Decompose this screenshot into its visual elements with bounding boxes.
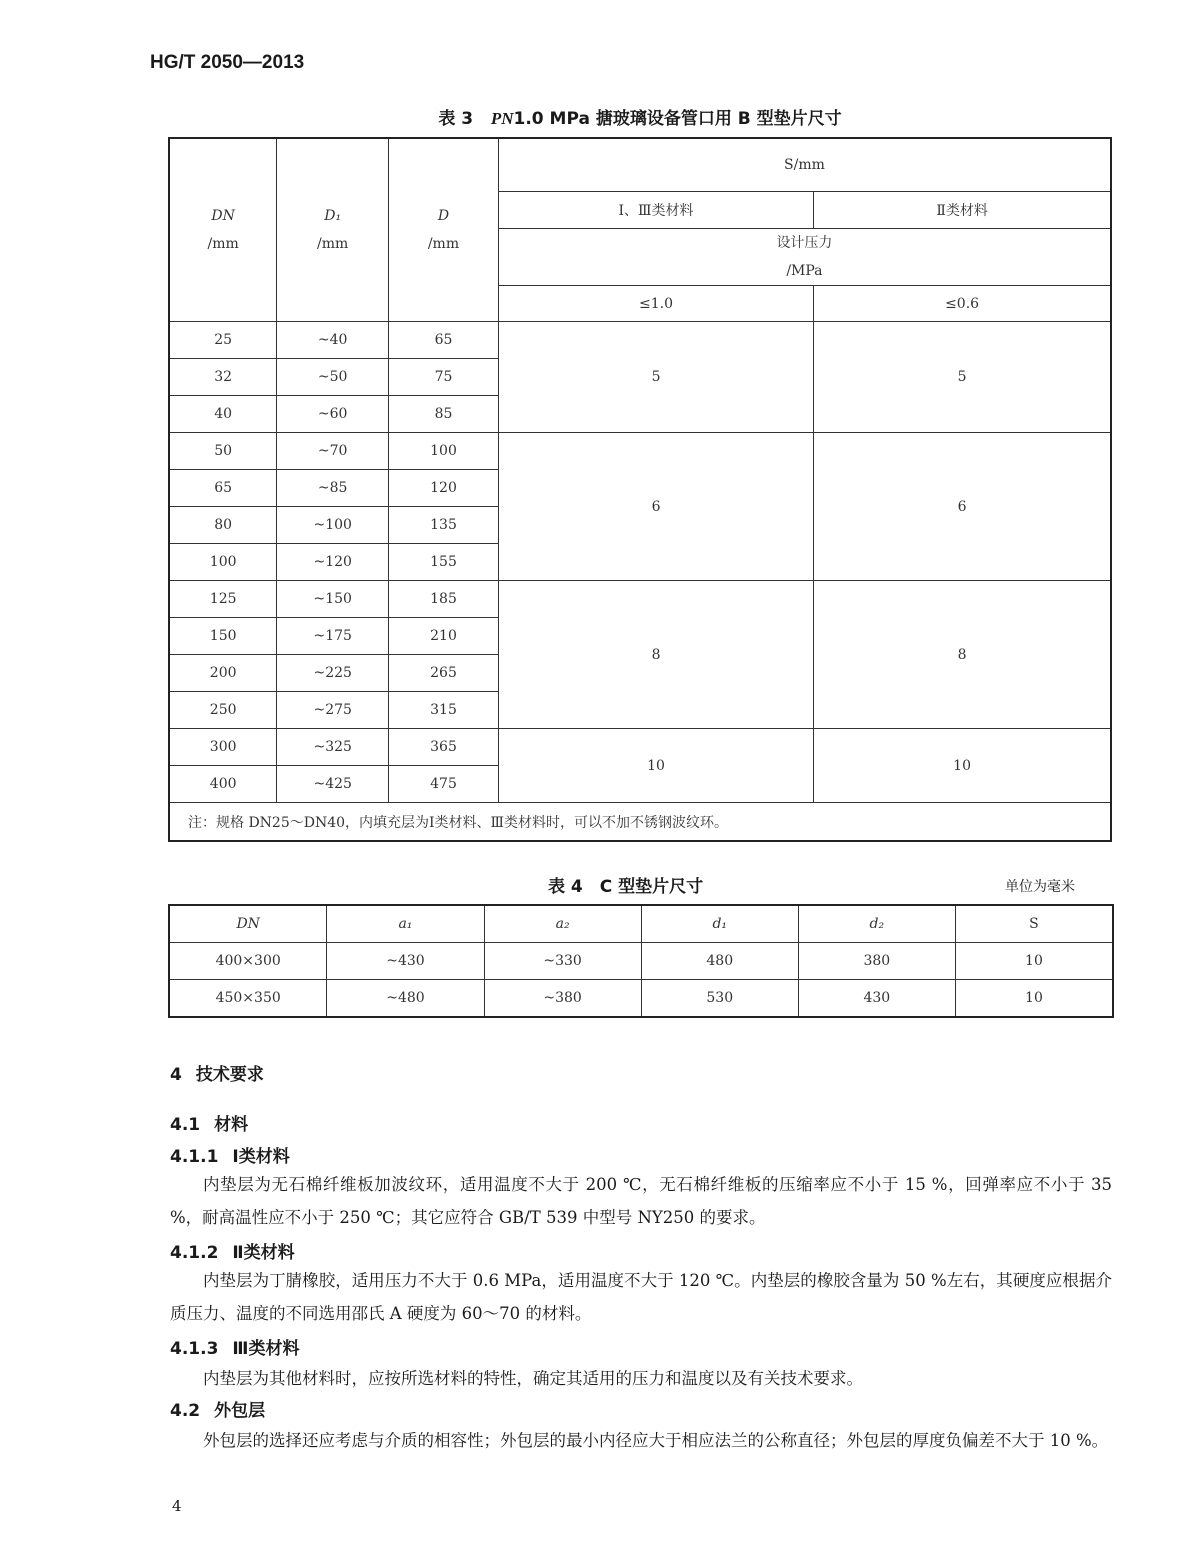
cell-d1: ~40 (277, 322, 389, 359)
cell-d1: ~325 (277, 729, 389, 766)
section-4-2-text: 外包层的选择还应考虑与介质的相容性；外包层的最小内径应大于相应法兰的公称直径；外包层的厚度负偏差不大于 10 %。 (203, 1431, 1109, 1450)
header-dn: DN /mm (169, 138, 277, 322)
cell-s-2: 5 (814, 322, 1111, 433)
cell-s-1-3: 6 (498, 433, 813, 581)
header-material-2: Ⅱ类材料 (814, 192, 1111, 229)
table4-cell: ~330 (484, 943, 641, 980)
table4-row (169, 980, 1113, 1018)
table4-cell: 530 (641, 980, 798, 1018)
standard-code: HG/T 2050—2013 (150, 52, 305, 73)
cell-dn: 50 (169, 433, 277, 470)
page-number: 4 (172, 1497, 182, 1515)
section-4-1-1-heading: 4.1.1 Ⅰ类材料 (170, 1147, 290, 1167)
table4-header-cell: S (955, 905, 1113, 943)
section-4-1-2-text: 内垫层为丁腈橡胶，适用压力不大于 0.6 MPa，适用温度不大于 120 ℃。内垫层的橡胶含量为 50 %左右，其硬度应根据介质压力、温度的不同选用邵氏 A 硬度为 60～70 的材料。 (170, 1271, 1112, 1323)
header-s: S/mm (498, 138, 1111, 192)
table4-title: 表 4 C 型垫片尺寸 (548, 877, 704, 897)
cell-d1: ~275 (277, 692, 389, 729)
cell-d: 75 (389, 359, 499, 396)
table4-header-cell: DN (169, 905, 327, 943)
table3-title (0, 104, 1200, 129)
cell-d: 475 (389, 766, 499, 803)
cell-dn: 150 (169, 618, 277, 655)
cell-d1: ~150 (277, 581, 389, 618)
cell-d: 100 (389, 433, 499, 470)
table4-cell: 450×350 (169, 980, 327, 1018)
table4-cell: ~380 (484, 980, 641, 1018)
cell-dn: 100 (169, 544, 277, 581)
header-design-pressure: 设计压力 /MPa (498, 229, 1111, 286)
table4-cell: 10 (955, 943, 1113, 980)
cell-d: 210 (389, 618, 499, 655)
cell-d: 315 (389, 692, 499, 729)
table4 (168, 904, 1114, 1018)
cell-s-1-3: 10 (498, 729, 813, 803)
cell-s-2: 8 (814, 581, 1111, 729)
table4-row (169, 943, 1113, 980)
table3-title-prefix: 表 3 (438, 109, 474, 129)
table4-cell: 380 (798, 943, 955, 980)
cell-d1: ~85 (277, 470, 389, 507)
cell-d: 155 (389, 544, 499, 581)
cell-d1: ~70 (277, 433, 389, 470)
table4-cell: 480 (641, 943, 798, 980)
table4-header-cell: d₁ (641, 905, 798, 943)
cell-d: 135 (389, 507, 499, 544)
table4-header-cell: d₂ (798, 905, 955, 943)
table3-note: 注：规格 DN25～DN40，内填充层为Ⅰ类材料、Ⅲ类材料时，可以不加不锈钢波纹环。 (169, 803, 1111, 842)
cell-dn: 25 (169, 322, 277, 359)
table3-row (169, 322, 1111, 359)
table4-header-cell: a₂ (484, 905, 641, 943)
cell-d1: ~100 (277, 507, 389, 544)
header-d1: D₁ /mm (277, 138, 389, 322)
cell-dn: 80 (169, 507, 277, 544)
table4-cell: ~430 (327, 943, 484, 980)
cell-d: 85 (389, 396, 499, 433)
cell-d: 185 (389, 581, 499, 618)
cell-d: 365 (389, 729, 499, 766)
table3-title-pn: PN (490, 109, 514, 128)
cell-dn: 40 (169, 396, 277, 433)
section-4-1-3-text: 内垫层为其他材料时，应按所选材料的特性，确定其适用的压力和温度以及有关技术要求。 (203, 1369, 863, 1388)
table3-row (169, 729, 1111, 766)
cell-d1: ~425 (277, 766, 389, 803)
table3-row (169, 433, 1111, 470)
section-4-heading: 4 技术要求 (170, 1065, 264, 1085)
cell-dn: 125 (169, 581, 277, 618)
header-pressure-1-3: ≤1.0 (498, 286, 813, 322)
cell-d1: ~175 (277, 618, 389, 655)
header-pressure-2: ≤0.6 (814, 286, 1111, 322)
cell-dn: 32 (169, 359, 277, 396)
section-4-1-1-text: 内垫层为无石棉纤维板加波纹环，适用温度不大于 200 ℃，无石棉纤维板的压缩率应不小于 15 %，回弹率应不小于 35 %，耐高温性应不小于 250 ℃；其它应符合 GB/T 539 中型号 NY250 的要求。 (170, 1175, 1112, 1227)
cell-dn: 200 (169, 655, 277, 692)
table4-cell: ~480 (327, 980, 484, 1018)
table4-header-cell: a₁ (327, 905, 484, 943)
cell-d: 65 (389, 322, 499, 359)
cell-dn: 65 (169, 470, 277, 507)
cell-s-2: 10 (814, 729, 1111, 803)
header-material-1-3: Ⅰ、Ⅲ类材料 (498, 192, 813, 229)
table4-cell: 10 (955, 980, 1113, 1018)
cell-d1: ~50 (277, 359, 389, 396)
cell-d: 120 (389, 470, 499, 507)
cell-dn: 400 (169, 766, 277, 803)
cell-d: 265 (389, 655, 499, 692)
cell-s-2: 6 (814, 433, 1111, 581)
table4-header-row (169, 905, 1113, 943)
cell-d1: ~225 (277, 655, 389, 692)
table4-cell: 400×300 (169, 943, 327, 980)
cell-s-1-3: 8 (498, 581, 813, 729)
cell-dn: 250 (169, 692, 277, 729)
table3 (168, 137, 1112, 842)
cell-d1: ~60 (277, 396, 389, 433)
table4-unit-note: 单位为毫米 (1005, 879, 1075, 895)
table3-title-rest: 1.0 MPa 搪玻璃设备管口用 B 型垫片尺寸 (513, 109, 842, 129)
cell-dn: 300 (169, 729, 277, 766)
section-4-2-heading: 4.2 外包层 (170, 1401, 266, 1421)
table3-row (169, 581, 1111, 618)
cell-s-1-3: 5 (498, 322, 813, 433)
table4-cell: 430 (798, 980, 955, 1018)
section-4-1-3-heading: 4.1.3 Ⅲ类材料 (170, 1339, 300, 1359)
cell-d1: ~120 (277, 544, 389, 581)
section-4-1-heading: 4.1 材料 (170, 1115, 249, 1135)
section-4-1-2-heading: 4.1.2 Ⅱ类材料 (170, 1243, 295, 1263)
header-d: D /mm (389, 138, 499, 322)
